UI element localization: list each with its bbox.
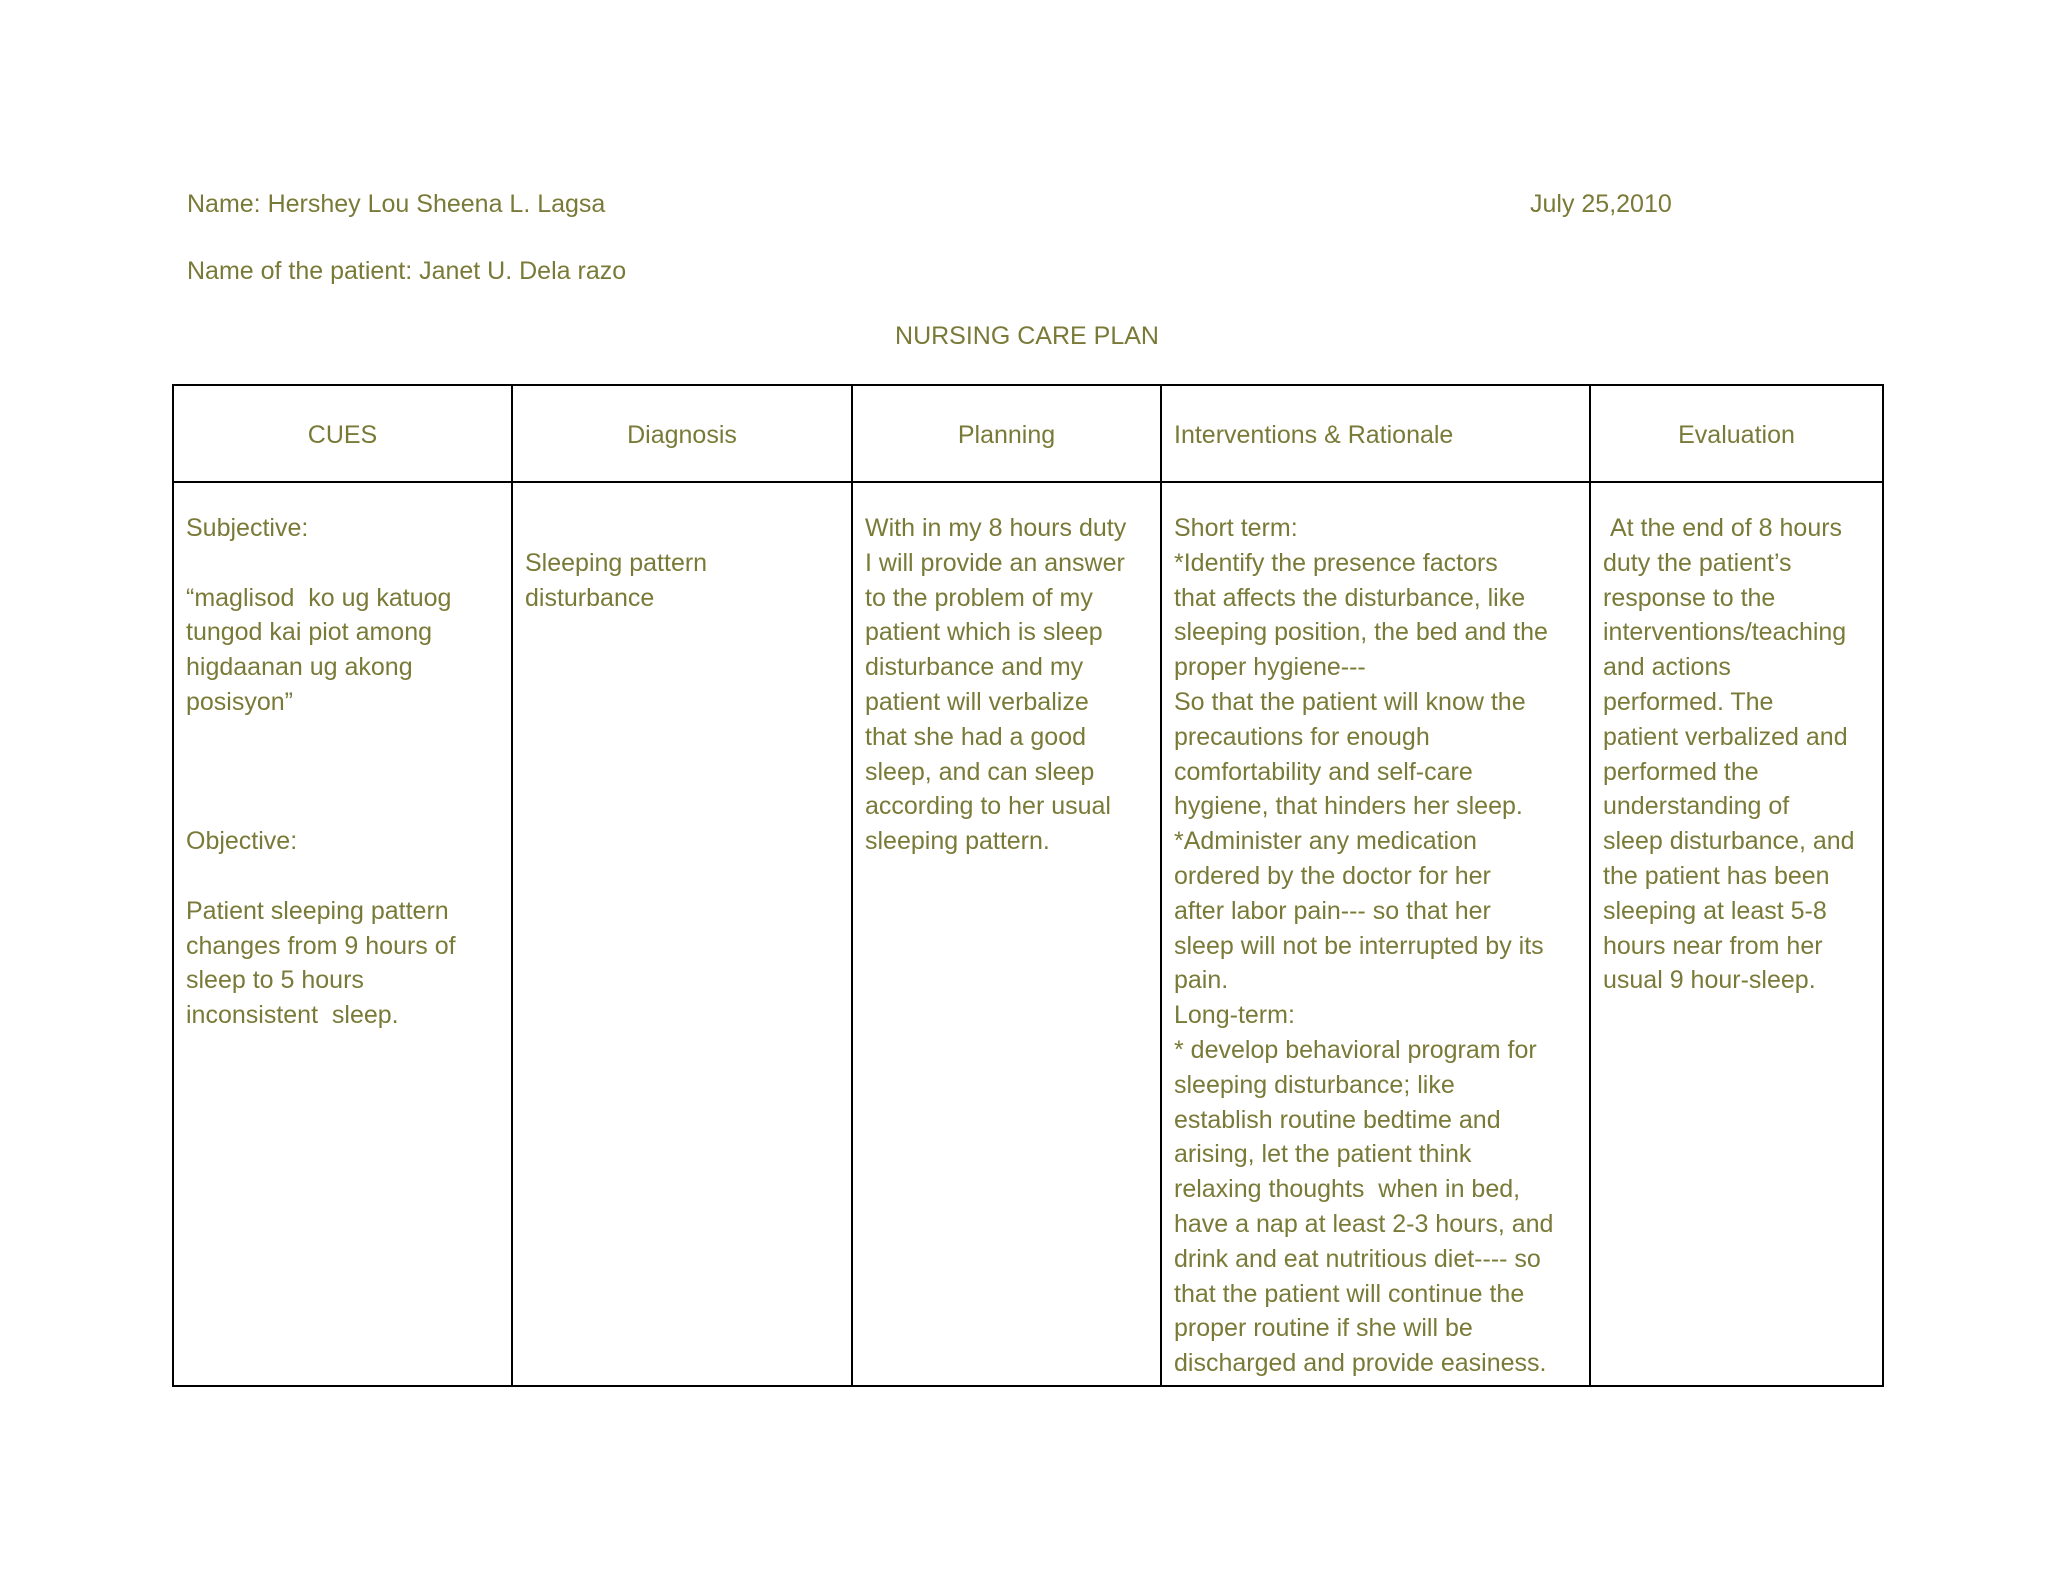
subjective-line: posisyon” <box>186 687 293 716</box>
evaluation-line: and actions <box>1603 653 1731 682</box>
interventions-line: *Administer any medication <box>1174 827 1477 856</box>
interventions-line: Long-term: <box>1174 1001 1295 1030</box>
interventions-line: proper routine if she will be <box>1174 1314 1473 1343</box>
evaluation-line: sleeping at least 5-8 <box>1603 896 1827 925</box>
cues-cell <box>173 482 512 1386</box>
column-header-cues: CUES <box>173 385 512 482</box>
evaluation-line: sleep disturbance, and <box>1603 827 1855 856</box>
interventions-line: sleeping position, the bed and the <box>1174 618 1548 647</box>
interventions-cell <box>1161 482 1590 1386</box>
diagnosis-line: disturbance <box>525 583 655 612</box>
interventions-line: relaxing thoughts when in bed, <box>1174 1175 1521 1204</box>
column-header-planning: Planning <box>852 385 1161 482</box>
interventions-line: precautions for enough <box>1174 722 1430 751</box>
evaluation-line: the patient has been <box>1603 861 1830 890</box>
planning-line: patient which is sleep <box>865 618 1103 647</box>
table-row <box>173 482 1883 1386</box>
interventions-line: drink and eat nutritious diet---- so <box>1174 1244 1541 1273</box>
planning-line: sleeping pattern. <box>865 827 1050 856</box>
evaluation-line: performed. The <box>1603 687 1774 716</box>
interventions-line: after labor pain--- so that her <box>1174 896 1491 925</box>
evaluation-line: response to the <box>1603 583 1776 612</box>
evaluation-line: interventions/teaching <box>1603 618 1847 647</box>
objective-line: Patient sleeping pattern <box>186 896 449 925</box>
interventions-line: Short term: <box>1174 514 1298 542</box>
objective-line: changes from 9 hours of <box>186 931 456 960</box>
evaluation-line: patient verbalized and <box>1603 722 1848 751</box>
interventions-line: comfortability and self-care <box>1174 757 1473 786</box>
planning-line: according to her usual <box>865 792 1111 821</box>
interventions-line: have a nap at least 2-3 hours, and <box>1174 1209 1554 1238</box>
interventions-line: So that the patient will know the <box>1174 687 1526 716</box>
subjective-line: higdaanan ug akong <box>186 653 413 682</box>
interventions-line: hygiene, that hinders her sleep. <box>1174 792 1523 821</box>
interventions-line: proper hygiene--- <box>1174 653 1366 682</box>
evaluation-line: duty the patient’s <box>1603 548 1792 577</box>
planning-line: I will provide an answer <box>865 548 1125 577</box>
interventions-line: that affects the disturbance, like <box>1174 583 1526 612</box>
interventions-line: that the patient will continue the <box>1174 1279 1525 1308</box>
objective-line: sleep to 5 hours <box>186 966 364 995</box>
document-title: NURSING CARE PLAN <box>895 322 1159 350</box>
interventions-line: pain. <box>1174 966 1229 995</box>
planning-line: to the problem of my <box>865 583 1093 612</box>
planning-line: disturbance and my <box>865 653 1084 682</box>
student-name: Name: Hershey Lou Sheena L. Lagsa <box>187 190 606 218</box>
evaluation-line: understanding of <box>1603 792 1790 821</box>
evaluation-cell <box>1590 482 1883 1386</box>
interventions-line: discharged and provide easiness. <box>1174 1349 1547 1378</box>
subjective-line: tungod kai piot among <box>186 618 433 647</box>
subjective-line: “maglisod ko ug katuog <box>186 583 452 612</box>
planning-line: that she had a good <box>865 722 1087 751</box>
evaluation-line: hours near from her <box>1603 931 1823 960</box>
objective-line: inconsistent sleep. <box>186 1001 399 1030</box>
interventions-line: sleeping disturbance; like <box>1174 1070 1455 1099</box>
interventions-line: ordered by the doctor for her <box>1174 861 1491 890</box>
table-header-row <box>173 385 1883 482</box>
planning-line: sleep, and can sleep <box>865 757 1095 786</box>
interventions-line: * develop behavioral program for <box>1174 1035 1537 1064</box>
column-header-diagnosis: Diagnosis <box>512 385 852 482</box>
interventions-line: *Identify the presence factors <box>1174 548 1498 577</box>
diagnosis-line: Sleeping pattern <box>525 548 708 577</box>
diagnosis-cell <box>512 482 852 1386</box>
patient-name: Name of the patient: Janet U. Dela razo <box>187 257 627 285</box>
objective-label: Objective: <box>186 827 298 856</box>
interventions-line: establish routine bedtime and <box>1174 1105 1501 1134</box>
nursing-care-plan-table <box>172 384 1884 1387</box>
interventions-line: sleep will not be interrupted by its <box>1174 931 1544 960</box>
subjective-label: Subjective: <box>186 514 309 542</box>
column-header-evaluation: Evaluation <box>1590 385 1883 482</box>
evaluation-line: usual 9 hour-sleep. <box>1603 966 1816 995</box>
interventions-line: arising, let the patient think <box>1174 1140 1472 1169</box>
evaluation-line: performed the <box>1603 757 1759 786</box>
planning-cell <box>852 482 1161 1386</box>
column-header-interventions: Interventions & Rationale <box>1161 385 1590 482</box>
evaluation-line: At the end of 8 hours <box>1603 514 1843 542</box>
planning-line: patient will verbalize <box>865 687 1089 716</box>
planning-line: With in my 8 hours duty <box>865 514 1127 542</box>
report-date: July 25,2010 <box>1530 190 1672 218</box>
